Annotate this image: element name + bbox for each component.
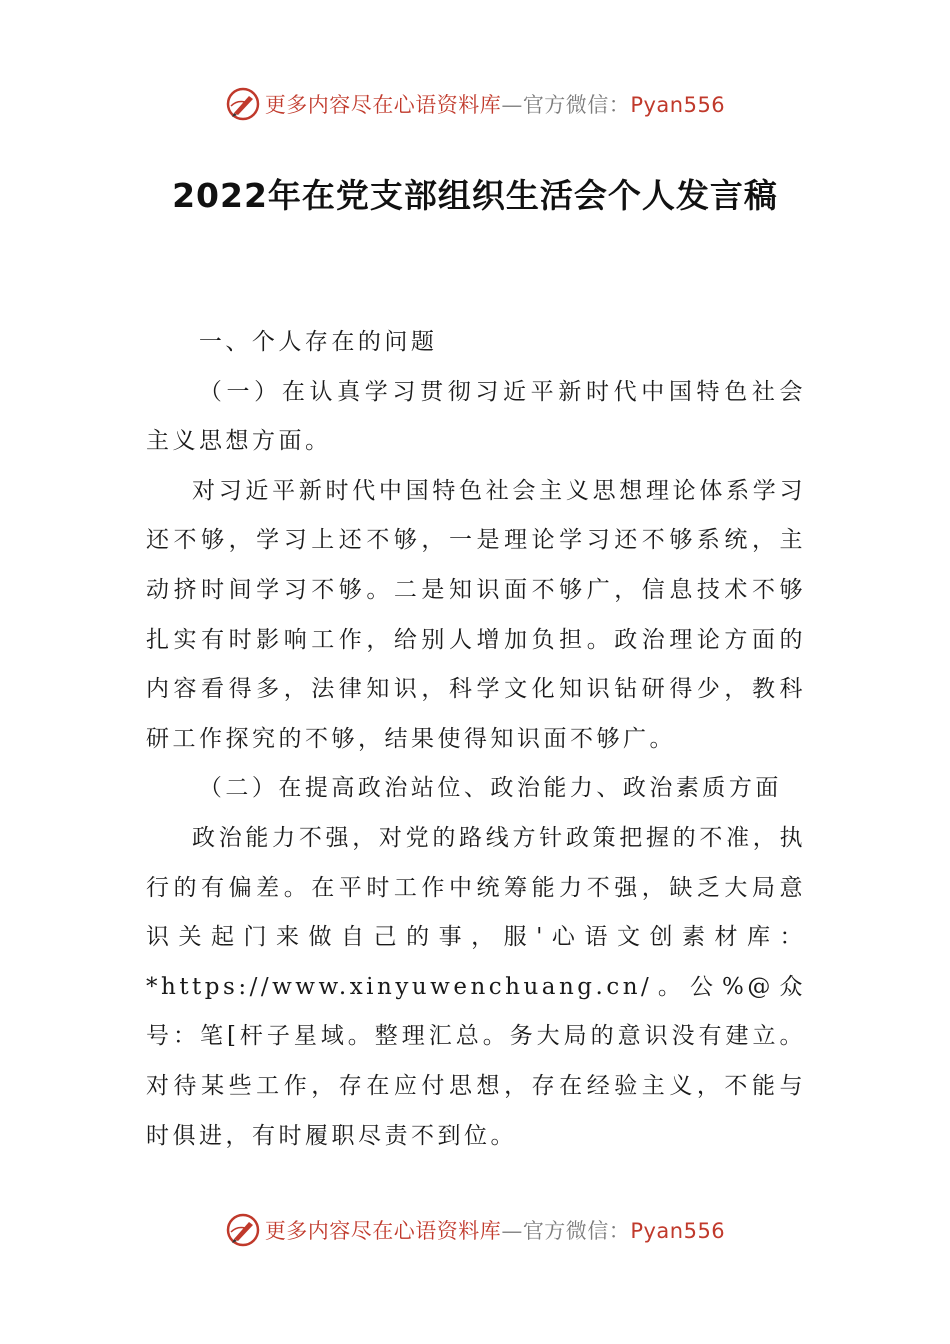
paragraph-1: 对习近平新时代中国特色社会主义思想理论体系学习还不够，学习上还不够，一是理论学习还不够系统，主动挤时间学习不够。二是知识面不够广，信息技术不够扎实有时影响工作，给别人增加负担。政治理论方面的内容看得多，法律知识，科学文化知识钻研得少，教科研工作探究的不够，结果使得知识面不够广。 xyxy=(146,477,806,752)
pen-logo-icon xyxy=(225,86,261,122)
watermark-left-text: 更多内容尽在心语资料库 xyxy=(264,93,502,117)
watermark-dash: — xyxy=(501,1219,523,1243)
pen-logo-icon xyxy=(225,1212,261,1248)
footer-watermark xyxy=(0,1208,950,1252)
subsection-heading-2: （二）在提高政治站位、政治能力、政治素质方面 xyxy=(198,775,782,802)
watermark-left-text: 更多内容尽在心语资料库 xyxy=(264,1219,502,1243)
document-title: 2022年在党支部组织生活会个人发言稿 xyxy=(172,176,778,215)
watermark-account: Pyan556 xyxy=(630,93,726,117)
document-body xyxy=(146,318,806,1161)
subsection-heading-1: （一）在认真学习贯彻习近平新时代中国特色社会主义思想方面。 xyxy=(146,378,806,455)
watermark-account: Pyan556 xyxy=(630,1219,726,1243)
watermark-right-text: 官方微信： xyxy=(522,1219,631,1243)
section-heading: 一、个人存在的问题 xyxy=(198,329,438,355)
watermark-dash: — xyxy=(501,93,523,117)
header-watermark xyxy=(0,82,950,126)
watermark-right-text: 官方微信： xyxy=(522,93,631,117)
paragraph-2: 政治能力不强，对党的路线方针政策把握的不准，执行的有偏差。在平时工作中统筹能力不强，缺乏大局意识关起门来做自己的事，服'心语文创素材库：*https://www.xinyuwenchuang.cn/。公%@众号：笔[杆子星域。整理汇总。务大局的意识没有建立。对待某些工作，存在应付思想，存在经验主义，不能与时俱进，有时履职尽责不到位。 xyxy=(146,824,806,1149)
